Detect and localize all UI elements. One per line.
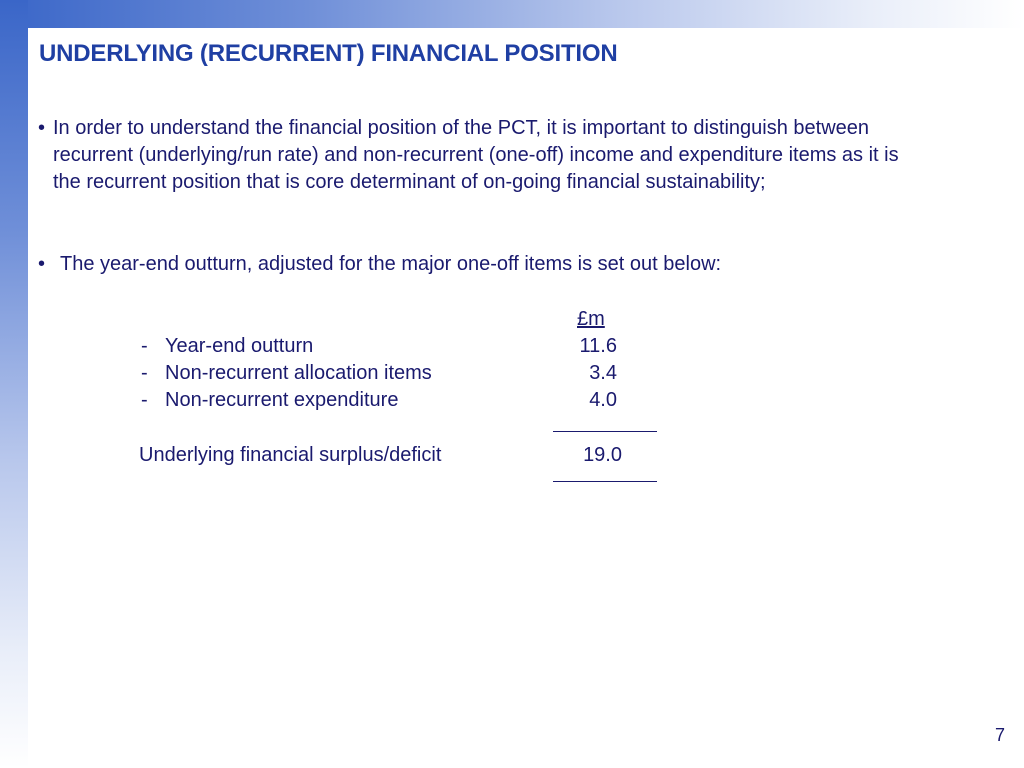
- row-value: 11.6: [579, 335, 617, 357]
- bullet-text: In order to understand the financial position of the PCT, it is important to distinguish between recurrent (underlying/run rate) and non-recurrent (one-off) income and expenditure items as it is the recurrent position that is core determinant of on-going financial sustainability;: [53, 117, 899, 193]
- unit-header: £m: [577, 308, 605, 330]
- row-dash: -: [141, 362, 148, 384]
- total-label: Underlying financial surplus/deficit: [139, 444, 442, 466]
- total-rule: [553, 481, 657, 482]
- page-number: 7: [994, 725, 1005, 745]
- row-dash: -: [141, 389, 148, 411]
- total-value: 19.0: [583, 444, 622, 466]
- row-label: Year-end outturn: [165, 335, 314, 357]
- bullet-marker: •: [38, 253, 46, 275]
- row-label: Non-recurrent allocation items: [165, 362, 432, 384]
- row-value: 3.4: [589, 362, 617, 384]
- row-label: Non-recurrent expenditure: [165, 389, 399, 411]
- bullet-text: The year-end outturn, adjusted for the major one-off items is set out below:: [60, 253, 722, 275]
- row-dash: -: [141, 335, 148, 357]
- subtotal-rule: [553, 431, 657, 432]
- bullet-marker: •: [38, 117, 46, 139]
- row-value: 4.0: [589, 389, 617, 411]
- slide-title: UNDERLYING (RECURRENT) FINANCIAL POSITION: [39, 40, 618, 67]
